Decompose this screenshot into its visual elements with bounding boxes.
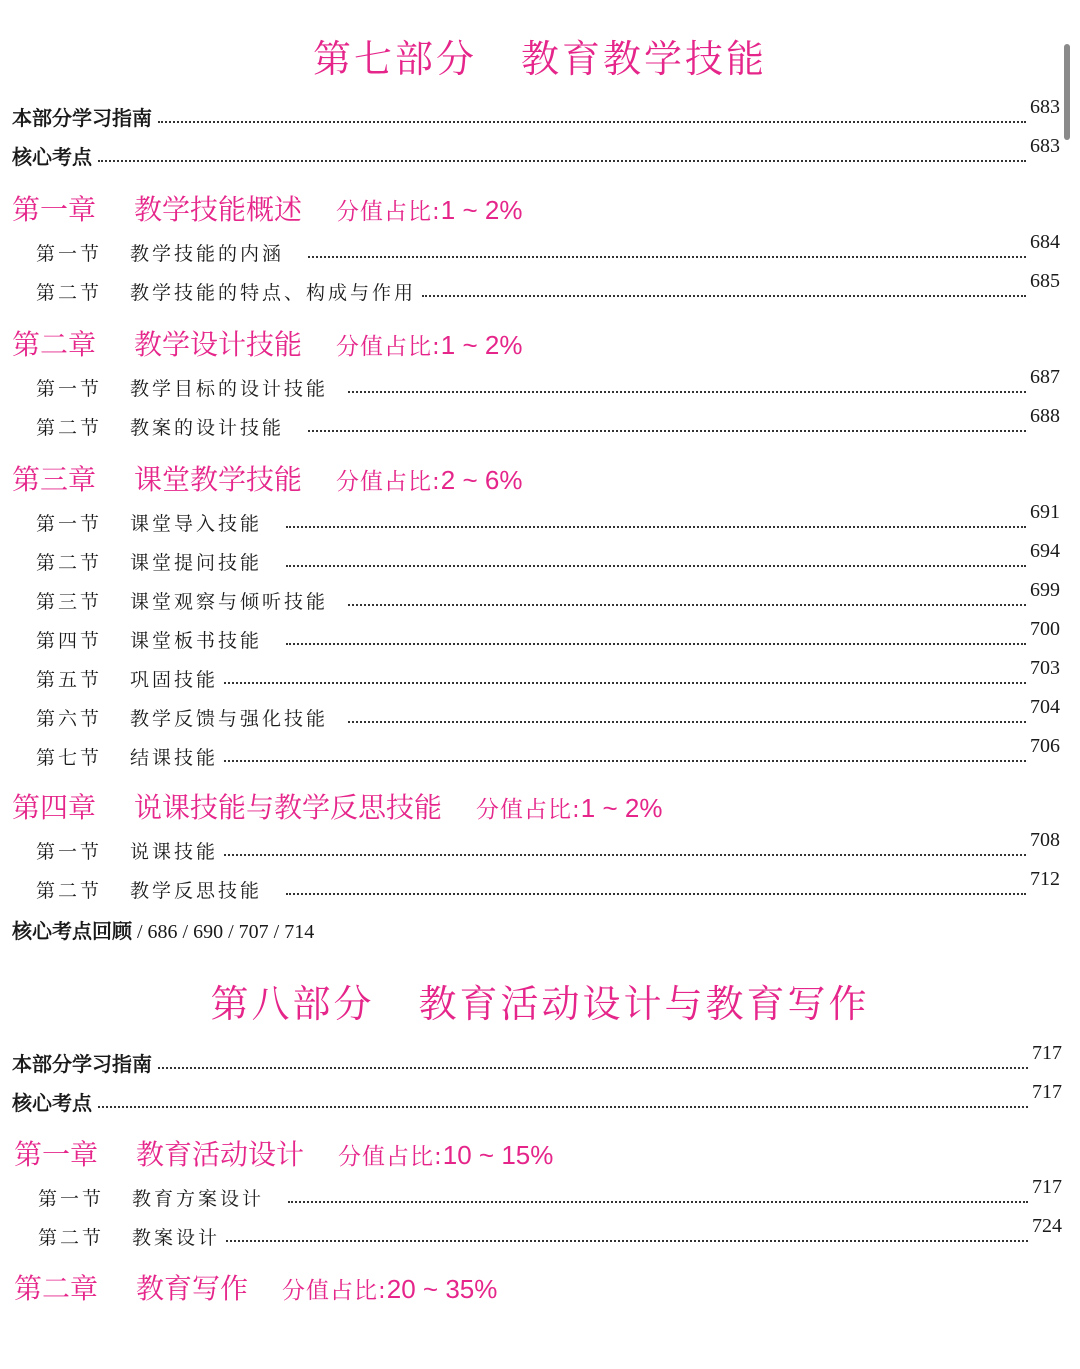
chapter-heading[interactable] <box>12 786 662 826</box>
toc-section-row[interactable] <box>38 1176 1062 1211</box>
section-title: 教学目标的设计技能 <box>130 378 329 400</box>
leader-dots <box>348 391 1026 393</box>
weight-value: 10 ~ 15% <box>442 1140 554 1170</box>
chapter-heading[interactable] <box>14 1267 497 1307</box>
leader-dots <box>98 1106 1028 1108</box>
toc-section-row[interactable] <box>36 270 1060 305</box>
section-title: 教学技能的特点、构成与作用 <box>130 282 417 304</box>
section-title: 课堂导入技能 <box>130 513 263 535</box>
section-number: 第三节 <box>36 591 103 613</box>
chapter-title: 教育写作 <box>136 1272 249 1305</box>
scrollbar-thumb[interactable] <box>1064 44 1070 140</box>
page-number: 684 <box>1030 231 1060 253</box>
section-number: 第七节 <box>36 747 103 769</box>
section-title: 说课技能 <box>130 841 219 863</box>
section-number: 第一节 <box>36 513 103 535</box>
chapter-number: 第一章 <box>12 193 97 226</box>
section-number: 第五节 <box>36 669 103 691</box>
section-title: 巩固技能 <box>130 669 219 691</box>
section-number: 第二节 <box>36 282 103 304</box>
section-number: 第一节 <box>36 378 103 400</box>
toc-section-row[interactable] <box>36 405 1060 440</box>
chapter-heading[interactable] <box>12 323 522 363</box>
section-title: 课堂板书技能 <box>130 630 263 652</box>
toc-section-row[interactable] <box>36 868 1060 903</box>
toc-label: 核心考点 <box>12 145 92 169</box>
section-title: 教案的设计技能 <box>130 417 285 439</box>
section-number: 第六节 <box>36 708 103 730</box>
chapter-title: 教学技能概述 <box>134 193 303 226</box>
page-number: 694 <box>1030 540 1060 562</box>
page-number: 706 <box>1030 735 1060 757</box>
toc-section-row[interactable] <box>36 829 1060 864</box>
section-number: 第二节 <box>36 880 103 902</box>
toc-section-row[interactable] <box>36 735 1060 770</box>
chapter-title: 教学设计技能 <box>134 328 303 361</box>
page-number: 688 <box>1030 405 1060 427</box>
page-number: 717 <box>1032 1042 1062 1064</box>
leader-dots <box>224 760 1026 762</box>
chapter-title: 课堂教学技能 <box>134 463 303 496</box>
toc-section-row[interactable] <box>36 618 1060 653</box>
section-title: 教学技能的内涵 <box>130 243 285 265</box>
toc-core-row[interactable] <box>12 1081 1062 1116</box>
toc-section-row[interactable] <box>36 366 1060 401</box>
chapter-number: 第一章 <box>14 1138 99 1171</box>
chapter-number: 第四章 <box>12 791 97 824</box>
leader-dots <box>422 295 1026 297</box>
leader-dots <box>308 430 1026 432</box>
chapter-heading[interactable] <box>12 188 522 228</box>
section-title: 教育方案设计 <box>132 1188 265 1210</box>
part-number: 第七部分 <box>312 37 477 81</box>
page-number: 712 <box>1030 868 1060 890</box>
part-7-title <box>0 28 1080 83</box>
page-number: 717 <box>1032 1081 1062 1103</box>
section-number: 第一节 <box>36 841 103 863</box>
page-number: 683 <box>1030 135 1060 157</box>
core-review-line[interactable] <box>12 915 314 944</box>
part-name: 教育活动设计与教育写作 <box>418 982 870 1026</box>
weight-value: 1 ~ 2% <box>440 330 523 360</box>
toc-core-row[interactable] <box>12 135 1060 170</box>
section-title: 课堂提问技能 <box>130 552 263 574</box>
leader-dots <box>286 643 1026 645</box>
chapter-number: 第三章 <box>12 463 97 496</box>
section-number: 第二节 <box>38 1227 105 1249</box>
review-pages: / 686 / 690 / 707 / 714 <box>132 921 315 943</box>
leader-dots <box>226 1240 1028 1242</box>
leader-dots <box>348 604 1026 606</box>
chapter-heading[interactable] <box>12 458 522 498</box>
section-number: 第四节 <box>36 630 103 652</box>
leader-dots <box>158 1067 1028 1069</box>
weight-label: 分值占比: <box>338 1144 443 1170</box>
part-number: 第八部分 <box>210 982 375 1026</box>
section-number: 第一节 <box>38 1188 105 1210</box>
chapter-title: 说课技能与教学反思技能 <box>134 791 443 824</box>
page-number: 683 <box>1030 96 1060 118</box>
toc-section-row[interactable] <box>36 579 1060 614</box>
section-title: 教学反馈与强化技能 <box>130 708 329 730</box>
chapter-title: 教育活动设计 <box>136 1138 305 1171</box>
page-number: 685 <box>1030 270 1060 292</box>
section-number: 第二节 <box>36 417 103 439</box>
toc-section-row[interactable] <box>36 231 1060 266</box>
chapter-heading[interactable] <box>14 1133 553 1173</box>
section-number: 第一节 <box>36 243 103 265</box>
leader-dots <box>288 1201 1028 1203</box>
weight-label: 分值占比: <box>336 199 441 225</box>
leader-dots <box>286 526 1026 528</box>
leader-dots <box>158 121 1026 123</box>
part-8-title <box>0 973 1080 1028</box>
page-number: 724 <box>1032 1215 1062 1237</box>
toc-section-row[interactable] <box>36 540 1060 575</box>
leader-dots <box>286 565 1026 567</box>
weight-value: 2 ~ 6% <box>440 465 523 495</box>
section-title: 教学反思技能 <box>130 880 263 902</box>
leader-dots <box>286 893 1026 895</box>
page-number: 700 <box>1030 618 1060 640</box>
page-number: 717 <box>1032 1176 1062 1198</box>
weight-label: 分值占比: <box>476 797 581 823</box>
toc-guide-row[interactable] <box>12 1042 1062 1077</box>
leader-dots <box>98 160 1026 162</box>
weight-value: 20 ~ 35% <box>386 1274 498 1304</box>
section-title: 结课技能 <box>130 747 219 769</box>
page-number: 708 <box>1030 829 1060 851</box>
weight-label: 分值占比: <box>336 469 441 495</box>
leader-dots <box>348 721 1026 723</box>
review-label: 核心考点回顾 <box>12 919 132 943</box>
leader-dots <box>224 854 1026 856</box>
toc-section-row[interactable] <box>36 501 1060 536</box>
weight-label: 分值占比: <box>336 334 441 360</box>
chapter-number: 第二章 <box>14 1272 99 1305</box>
section-title: 教案设计 <box>132 1227 221 1249</box>
section-number: 第二节 <box>36 552 103 574</box>
toc-section-row[interactable] <box>38 1215 1062 1250</box>
page-number: 687 <box>1030 366 1060 388</box>
page-number: 691 <box>1030 501 1060 523</box>
leader-dots <box>308 256 1026 258</box>
page-number: 699 <box>1030 579 1060 601</box>
section-title: 课堂观察与倾听技能 <box>130 591 329 613</box>
toc-section-row[interactable] <box>36 657 1060 692</box>
chapter-number: 第二章 <box>12 328 97 361</box>
weight-label: 分值占比: <box>282 1278 387 1304</box>
toc-label: 核心考点 <box>12 1091 92 1115</box>
toc-guide-row[interactable] <box>12 96 1060 131</box>
weight-value: 1 ~ 2% <box>580 793 663 823</box>
page-number: 703 <box>1030 657 1060 679</box>
weight-value: 1 ~ 2% <box>440 195 523 225</box>
page-number: 704 <box>1030 696 1060 718</box>
toc-label: 本部分学习指南 <box>12 1052 152 1076</box>
part-name: 教育教学技能 <box>521 37 768 81</box>
toc-label: 本部分学习指南 <box>12 106 152 130</box>
toc-section-row[interactable] <box>36 696 1060 731</box>
leader-dots <box>224 682 1026 684</box>
